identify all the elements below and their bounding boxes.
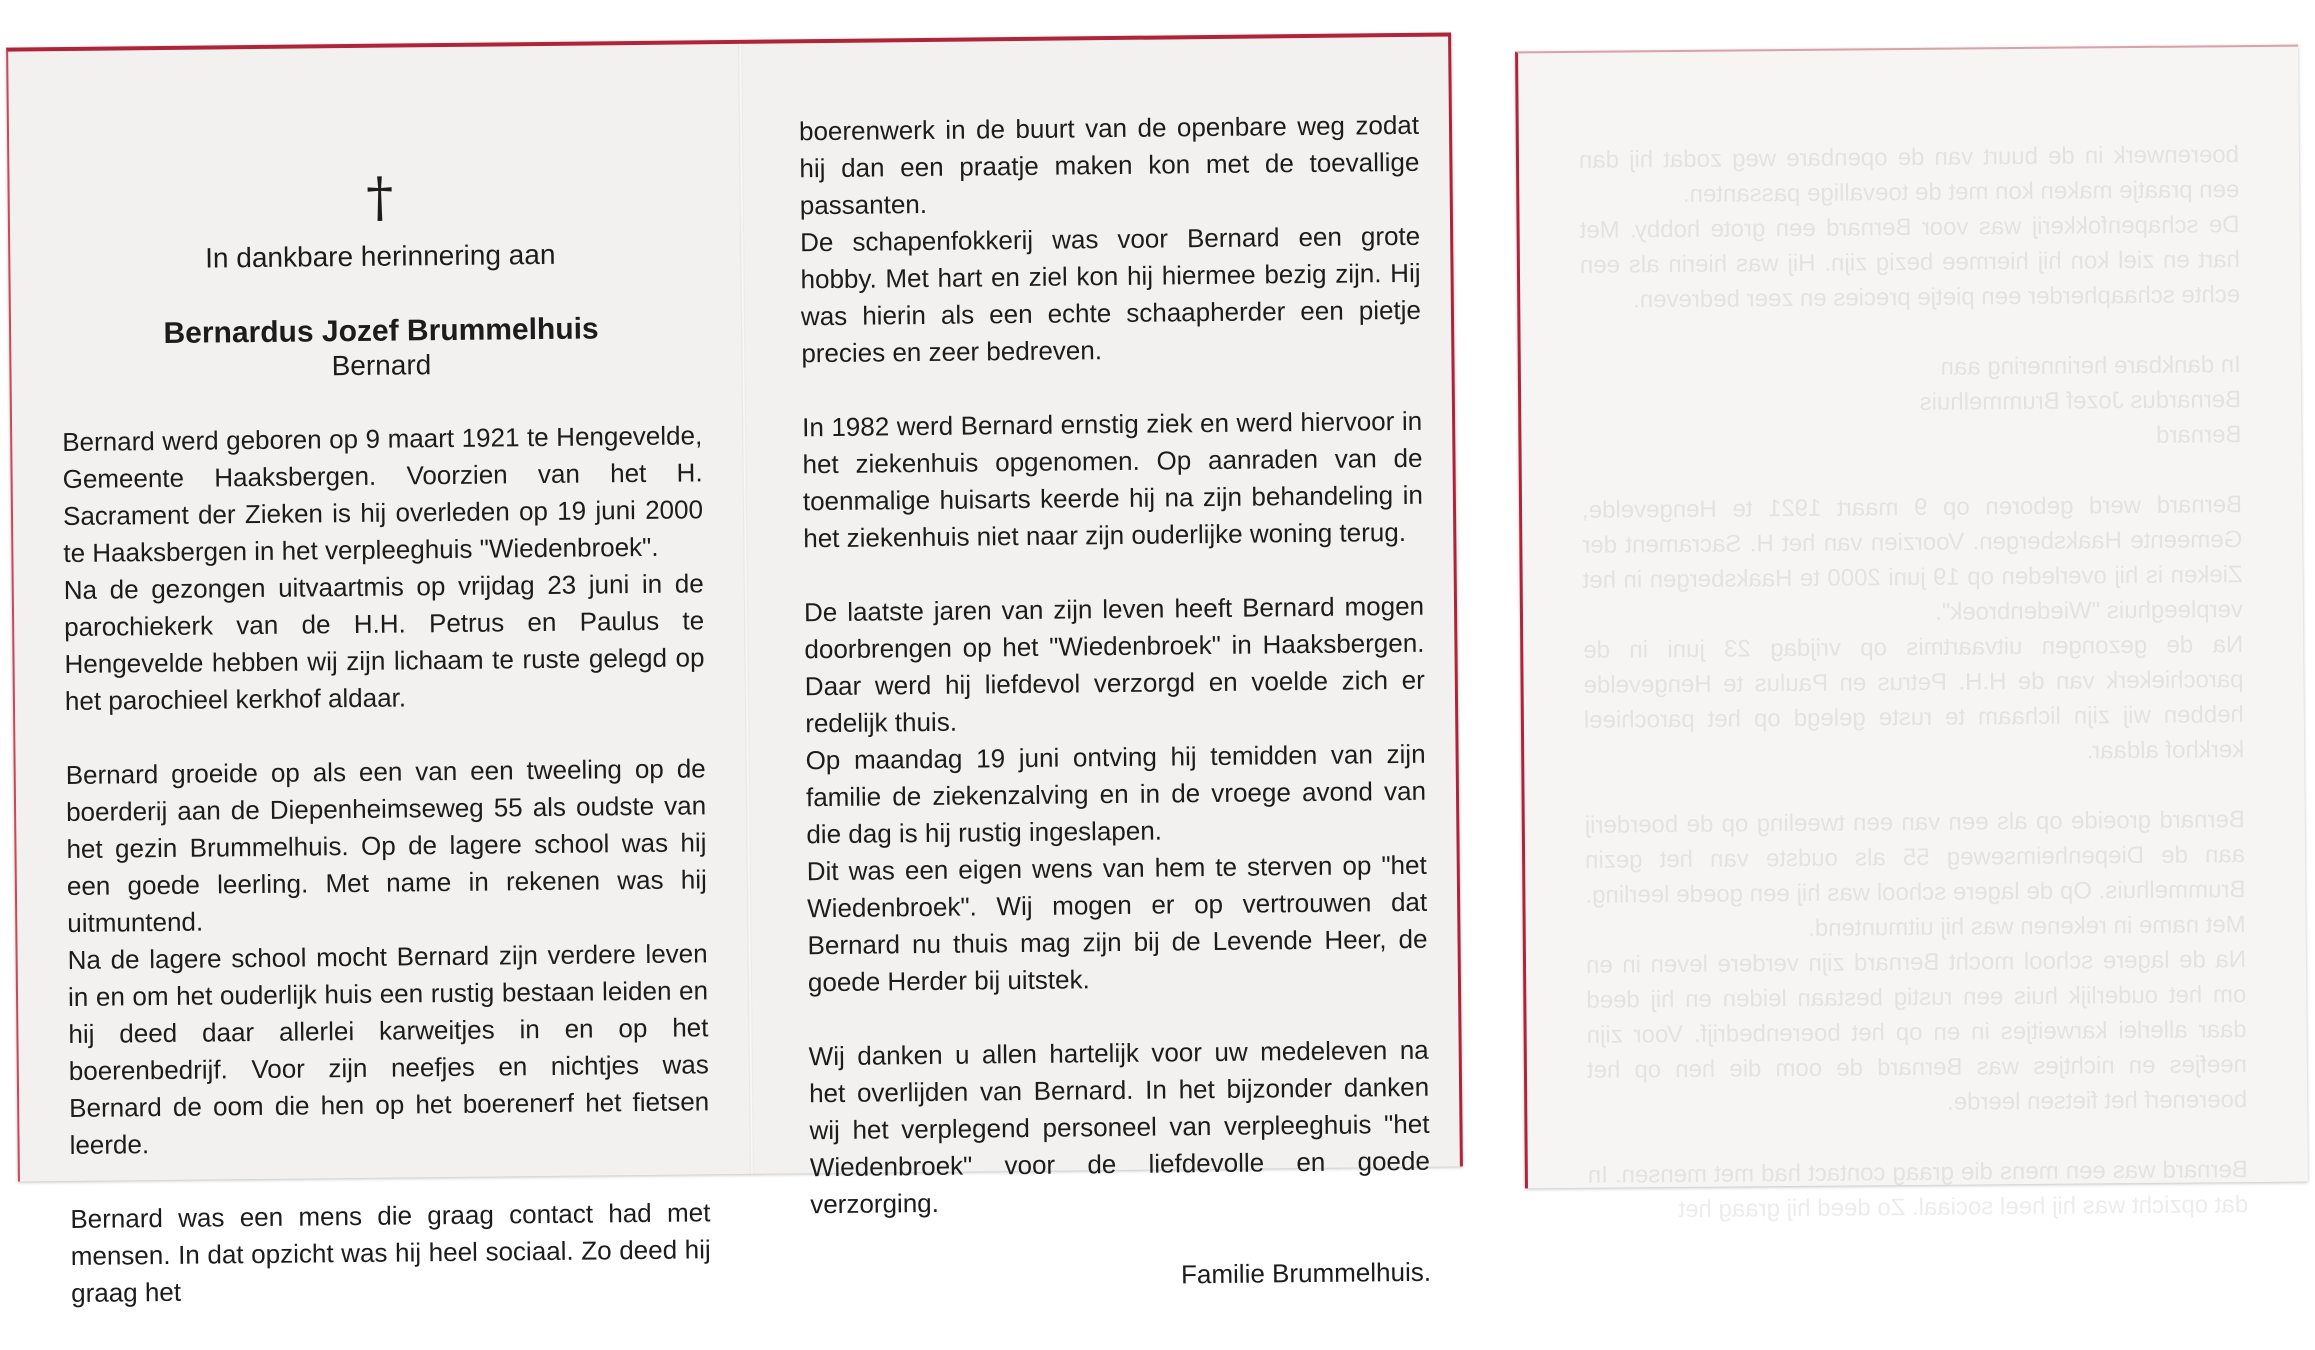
deceased-name: Bernardus Jozef Brummelhuis [163, 312, 599, 350]
text-line: Na de lagere school mocht Bernard zijn verdere leven in en om het ouderlijk huis een rustig bestaan leiden en hij deed daar allerlei karweitjes in en op het boerenbedrijf. Voor zijn neefjes en nichtjes was Bernard de oom die hen op het boerenerf het fietsen leerde. [67, 938, 710, 1160]
deceased-nickname: Bernard [331, 349, 432, 382]
text-line: Op maandag 19 juni ontving hij temidden van zijn familie de ziekenzalving en in de vroege avond van die dag is hij rustig ingeslapen. [805, 738, 1427, 850]
family-signature: Familie Brummelhuis. [1180, 1256, 1432, 1290]
text-line: De laatste jaren van zijn leven heeft Bernard mogen doorbrengen op het "Wiedenbroek" in Haaksbergen. Daar werd hij liefdevol verzorgd en voelde zich er redelijk thuis. [803, 590, 1425, 739]
text-line: Wij danken u allen hartelijk voor uw medeleven na het overlijden van Bernard. In het bijzonder danken wij het verplegend personeel van verpleeghuis "het Wiedenbroek" voor de liefdevolle en goede verzorging. [808, 1034, 1430, 1220]
right-panel [799, 107, 1431, 1297]
paragraph-last-years [804, 588, 1428, 1001]
text-line: Na de gezongen uitvaartmis op vrijdag 23 juni in de parochiekerk van de H.H. Petrus en Paulus te Hengevelde hebben wij zijn lichaam te ruste gelegd op het parochieel kerkhof aldaar. [63, 568, 705, 717]
memorial-card-inside [6, 32, 1463, 1308]
text-line: Bernard groeide op als een van een tweeling op de boerderij aan de Diepenheimseweg 55 als oudste van het gezin Brummelhuis. Op de lagere school was hij een goede leerling. Met name in rekenen was hij uitmuntend. [65, 753, 708, 939]
text-line: Dit was een eigen wens van hem te sterven op "het Wiedenbroek". Wij mogen er op vertrouwen dat Bernard nu thuis mag zijn bij de Levende Heer, de goede Herder bij uitstek. [806, 849, 1428, 998]
paragraph-thanks [809, 1032, 1431, 1223]
paragraph-youth [66, 750, 710, 1164]
memorial-card-back [1515, 45, 2308, 1224]
paragraph-hobby [799, 107, 1422, 372]
intro-text: In dankbare herinnering aan [205, 238, 556, 274]
paragraph-social [70, 1194, 711, 1312]
show-through-text: boerenwerk in de buurt van de openbare weg zodat hij dan een praatje maken kon met de toevallige passanten. De schapenfokkerij was voor Bernard een grote hobby. Met hart en ziel kon hij hiermee bezig zijn. Hij was hierin als een echte schaapherder een pietje precies en zeer bedreven. In dankbare herinnering aan Bernardus Jozef Brummelhuis Bernard Bernard werd geboren op 9 maart 1921 te Hengevelde, Gemeente Haaksbergen. Voorzien van het H. Sacrament der Zieken is hij overleden op 19 juni 2000 te Haaksbergen in het verpleeghuis "Wiedenbroek". Na de gezongen uitvaartmis op vrijdag 23 juni in de parochiekerk van de H.H. Petrus en Paulus te Hengevelde hebben wij zijn lichaam te ruste gelegd op het parochieel kerkhof aldaar. Bernard groeide op als een van een tweeling op de boerderij aan de Diepenheimseweg 55 als oudste van het gezin Brummelhuis. Op de lagere school was hij een goede leerling. Met name in rekenen was hij uitmuntend. Na de lagere school mocht Bernard zijn verdere leven in en om het ouderlijk huis een rustig bestaan leiden en hij deed daar allerlei karweitjes in en op het boerenbedrijf. Voor zijn neefjes en nichtjes was Bernard de oom die hen op het boerenerf het fietsen leerde. Bernard was een mens die graag contact had met mensen. In dat opzicht was hij heel sociaal. Zo deed hij graag het [1578, 141, 2249, 1224]
text-line: In 1982 werd Bernard ernstig ziek en werd hiervoor in het ziekenhuis opgenomen. Op aanraden van de toenmalige huisarts keerde hij na zijn behandeling in het ziekenhuis niet naar zijn ouderlijke woning terug. [801, 405, 1424, 554]
text-line: boerenwerk in de buurt van de openbare weg zodat hij dan een praatje maken kon met de toevallige passanten. [798, 109, 1420, 221]
card-fold [738, 44, 754, 1174]
text-line: De schapenfokkerij was voor Bernard een grote hobby. Met hart en ziel kon hij hiermee bezig zijn. Hij was hierin als een echte schaapherder een pietje precies en zeer bedreven. [800, 220, 1422, 369]
left-panel [59, 124, 712, 1349]
text-line: Bernard was een mens die graag contact had met mensen. In dat opzicht was hij heel sociaal. Zo deed hij graag het [70, 1197, 711, 1308]
cross-icon: † [365, 165, 394, 229]
text-line: Bernard werd geboren op 9 maart 1921 te Hengevelde, Gemeente Haaksbergen. Voorzien van het H. Sacrament der Zieken is hij overleden op 19 juni 2000 te Haaksbergen in het verpleeghuis "Wiedenbroek". [62, 420, 704, 569]
paragraph-illness [802, 403, 1424, 557]
paragraph-birth-death [62, 417, 705, 720]
